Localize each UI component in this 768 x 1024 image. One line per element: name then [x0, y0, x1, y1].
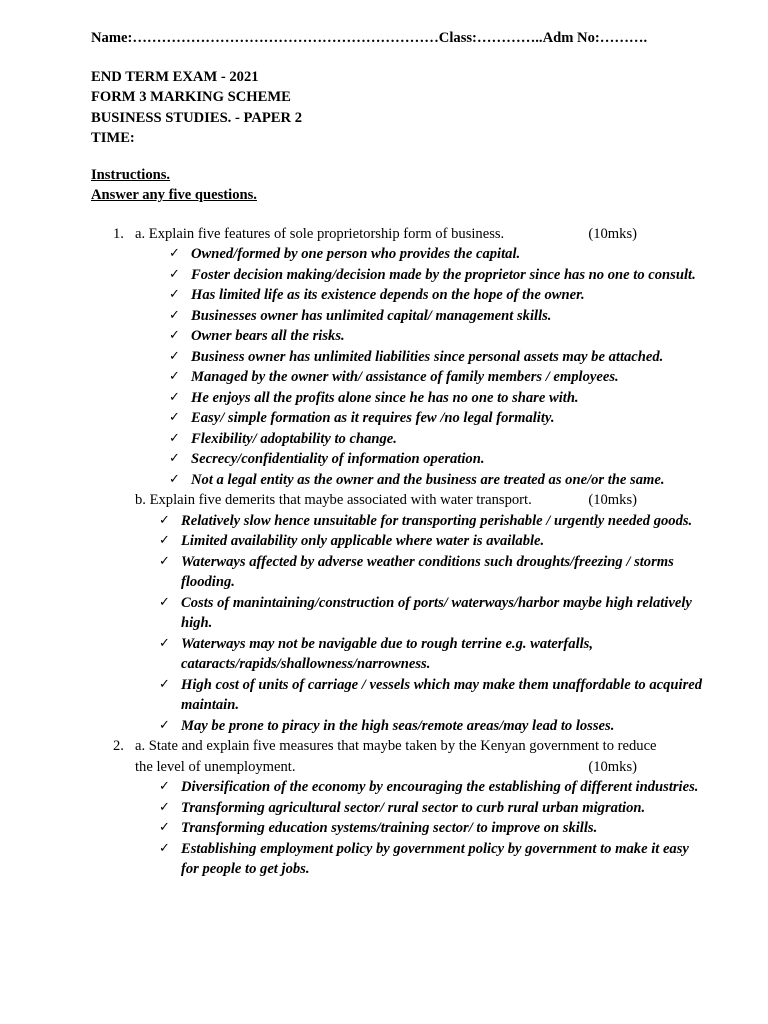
checkmark-icon: ✓	[169, 328, 180, 343]
marks-label: (10mks)	[588, 492, 637, 508]
answer-list-2a	[91, 777, 708, 880]
answer-item: ✓ Foster decision making/decision made by the proprietor since has no one to consult.	[91, 265, 708, 286]
question-1b	[135, 490, 637, 511]
answer-item: ✓ Owned/formed by one person who provides the capital.	[91, 244, 708, 265]
answer-item: ✓ Transforming education systems/training sector/ to improve on skills.	[91, 818, 708, 839]
checkmark-icon: ✓	[169, 246, 180, 261]
answer-item: ✓ High cost of units of carriage / vessels which may make them unaffordable to acquired maintain.	[159, 676, 703, 713]
question-2a	[135, 757, 637, 778]
checkmark-icon: ✓	[169, 410, 180, 425]
checkmark-icon: ✓	[159, 820, 170, 835]
marks-label: (10mks)	[588, 758, 637, 775]
checkmark-icon: ✓	[169, 430, 180, 446]
checkmark-icon: ✓	[169, 451, 180, 466]
checkmark-icon: ✓	[169, 348, 180, 364]
checkmark-icon: ✓	[159, 594, 170, 610]
checkmark-icon: ✓	[159, 799, 170, 815]
checkmark-icon: ✓	[169, 471, 180, 487]
checkmark-icon: ✓	[169, 287, 180, 302]
checkmark-icon: ✓	[159, 533, 170, 548]
checkmark-icon: ✓	[159, 553, 170, 569]
checkmark-icon: ✓	[159, 717, 170, 733]
question-text: a. State and explain five measures that maybe taken by the Kenyan government to reduce	[135, 738, 657, 754]
answer-item: ✓ Not a legal entity as the owner and the business are treated as one/or the same.	[91, 470, 708, 491]
answer-item: ✓ Business owner has unlimited liabilities since personal assets may be attached.	[91, 347, 708, 368]
checkmark-icon: ✓	[169, 389, 180, 405]
answer-item: ✓ Establishing employment policy by government policy by government to make it easy for people to get jobs.	[159, 840, 689, 877]
checkmark-icon: ✓	[159, 512, 170, 528]
scheme-title: FORM 3 MARKING SCHEME	[91, 89, 291, 105]
instructions-title: Instructions.	[91, 166, 171, 183]
answer-item: ✓ Secrecy/confidentiality of information operation.	[91, 449, 708, 470]
question-number: 1.	[113, 225, 124, 242]
answer-item: ✓ Managed by the owner with/ assistance of family members / employees.	[91, 367, 708, 388]
question-text: the level of unemployment.	[135, 758, 296, 775]
instructions-text: Answer any five questions.	[91, 187, 257, 203]
checkmark-icon: ✓	[169, 307, 180, 323]
answer-item: ✓ Costs of manintaining/construction of ports/ waterways/harbor maybe high relatively high.	[159, 594, 692, 631]
answer-item: ✓ Waterways affected by adverse weather conditions such droughts/freezing / storms flooding.	[159, 553, 674, 590]
checkmark-icon: ✓	[169, 266, 180, 282]
answer-item: ✓ Easy/ simple formation as it requires few /no legal formality.	[91, 408, 708, 429]
question-text: b. Explain five demerits that maybe associated with water transport.	[135, 492, 532, 508]
answer-item: ✓ Owner bears all the risks.	[91, 326, 708, 347]
checkmark-icon: ✓	[159, 676, 170, 692]
answer-item: ✓ Relatively slow hence unsuitable for transporting perishable / urgently needed goods.	[91, 511, 708, 532]
question-2	[91, 736, 708, 880]
marks-label: (10mks)	[588, 225, 637, 242]
answer-item: ✓ Flexibility/ adoptability to change.	[91, 429, 708, 450]
checkmark-icon: ✓	[159, 840, 170, 856]
answer-item: ✓ Has limited life as its existence depends on the hope of the owner.	[91, 285, 708, 306]
subject-title: BUSINESS STUDIES. - PAPER 2	[91, 109, 302, 126]
question-1	[91, 224, 708, 737]
answer-item: ✓ Transforming agricultural sector/ rural sector to curb rural urban migration.	[91, 798, 708, 819]
question-number: 2.	[113, 738, 124, 754]
answer-item: ✓ May be prone to piracy in the high seas/remote areas/may lead to losses.	[91, 716, 708, 737]
checkmark-icon: ✓	[159, 779, 170, 794]
checkmark-icon: ✓	[169, 369, 180, 384]
answer-list-1b	[91, 511, 708, 737]
answer-item: ✓ Waterways may not be navigable due to rough terrine e.g. waterfalls, cataracts/rapids/shallowness/narrowness.	[159, 635, 594, 672]
answer-list-1a	[91, 244, 708, 490]
answer-item: ✓ Limited availability only applicable where water is available.	[91, 531, 708, 552]
answer-item: ✓ He enjoys all the profits alone since he has no one to share with.	[91, 388, 708, 409]
exam-title: END TERM EXAM - 2021	[91, 68, 259, 85]
time-label: TIME:	[91, 130, 135, 146]
student-details-line: Name:………………………………………………………Class:…………..Adm No:……….	[91, 30, 648, 46]
checkmark-icon: ✓	[159, 635, 170, 651]
question-1a	[135, 224, 637, 245]
question-text: a. Explain five features of sole proprietorship form of business.	[135, 225, 505, 242]
answer-item: ✓ Diversification of the economy by encouraging the establishing of different industries.	[91, 777, 708, 798]
answer-item: ✓ Businesses owner has unlimited capital/ management skills.	[91, 306, 708, 327]
